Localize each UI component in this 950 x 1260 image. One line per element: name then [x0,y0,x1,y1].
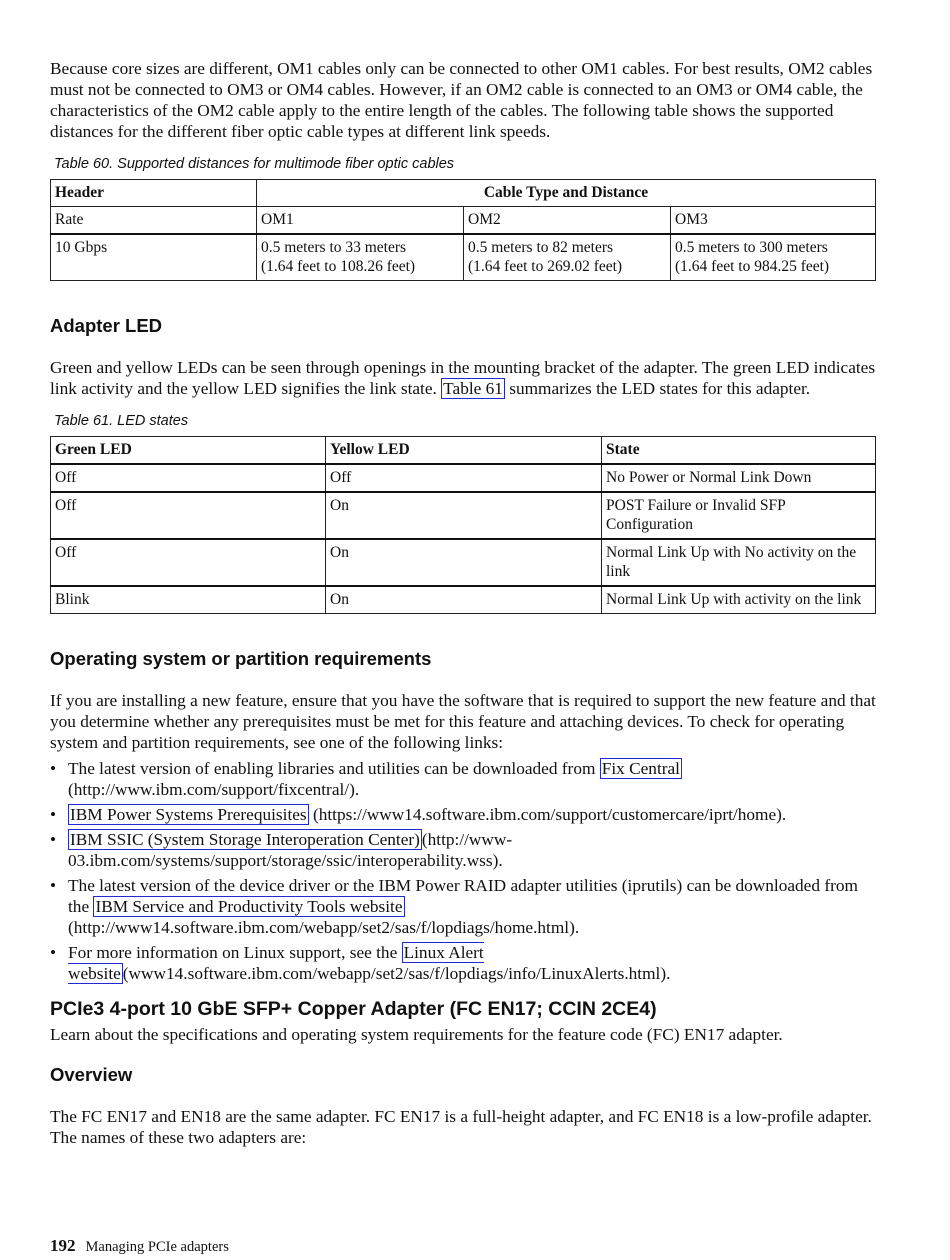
table60-col-rate: Rate [51,207,257,235]
adapter-led-heading: Adapter LED [50,315,163,336]
page-content [50,58,876,1148]
table60-caption: Table 60. Supported distances for multimode fiber optic cables [54,156,455,172]
pcie-adapter-heading: PCIe3 4-port 10 GbE SFP+ Copper Adapter (FC EN17; CCIN 2CE4) [50,998,657,1020]
table60-om3 [671,234,876,281]
table61-cell: On [326,492,602,539]
list-item-text: The latest version of the device driver or the IBM Power RAID adapter utilities (iprutils) can be downloaded from the [68,876,858,916]
table61-caption: Table 61. LED states [54,413,189,429]
table61-cell: On [326,539,602,586]
table60-om2-line2: (1.64 feet to 269.02 feet) [468,258,623,275]
table60-header-cell: Header [51,180,257,207]
table60-om1-line1: 0.5 meters to 33 meters [261,239,407,256]
requirements-link-list [50,758,876,984]
list-item [50,758,876,800]
list-item [50,942,876,984]
table61-cell: POST Failure or Invalid SFP Configuration [602,492,876,539]
os-requirements-paragraph: If you are installing a new feature, ensure that you have the software that is required to support the new feature and that you determine whether any prerequisites must be met for this feature and attaching devices. To check for operating system and partition requirements, see one of the following links: [50,691,876,752]
table61-cell: Off [51,492,326,539]
table61-cell: On [326,586,602,614]
list-item-text: For more information on Linux support, see the [68,943,402,962]
bullet-icon: • [50,943,57,962]
pcie-adapter-paragraph: Learn about the specifications and operating system requirements for the feature code (FC) EN17 adapter. [50,1025,783,1044]
linux-alert-link[interactable]: Linux Alert website [68,943,484,983]
list-item-text: The latest version of enabling libraries and utilities can be downloaded from [68,759,600,778]
table60-distances [50,179,876,281]
table61-col-green: Green LED [51,437,326,465]
table60-om1-line2: (1.64 feet to 108.26 feet) [261,258,416,275]
table60-col-om2: OM2 [464,207,671,235]
table61-cell: Blink [51,586,326,614]
table61-col-state: State [602,437,876,465]
service-tools-link[interactable]: IBM Service and Productivity Tools website [95,897,403,916]
list-item-url: (http://www-03.ibm.com/systems/support/storage/ssic/interoperability.wss). [68,830,513,870]
list-item-url: (www14.software.ibm.com/webapp/set2/sas/f/lopdiags/info/LinuxAlerts.html). [122,964,671,983]
fix-central-link[interactable]: Fix Central [601,759,680,778]
table60-om3-line2: (1.64 feet to 984.25 feet) [675,258,830,275]
table61-cell: No Power or Normal Link Down [602,464,876,492]
table61-cell: Off [326,464,602,492]
overview-heading: Overview [50,1064,133,1085]
os-requirements-heading: Operating system or partition requirements [50,648,432,669]
table61-cell: Off [51,464,326,492]
page-footer [50,1236,229,1256]
list-item-url: (http://www14.software.ibm.com/webapp/set2/sas/f/lopdiags/home.html). [68,918,580,937]
table61-cell: Off [51,539,326,586]
table60-om2-line1: 0.5 meters to 82 meters [468,239,614,256]
overview-paragraph: The FC EN17 and EN18 are the same adapter. FC EN17 is a full-height adapter, and FC EN18 is a low-profile adapter. The names of these two adapters are: [50,1107,872,1147]
table-row [51,492,876,539]
table61-link[interactable]: Table 61 [443,379,503,398]
adapter-led-paragraph [50,357,876,399]
table60-rate: 10 Gbps [51,234,257,281]
list-item [50,875,876,938]
table-row [51,234,876,281]
adapter-led-text-end: summarizes the LED states for this adapter. [509,379,811,398]
intro-paragraph: Because core sizes are different, OM1 cables only can be connected to other OM1 cables. For best results, OM2 cables must not be connected to OM3 or OM4 cables. However, if an OM2 cable is connected to an OM3 or OM4 cable, the characteristics of the OM2 cable apply to the entire length of the cables. The following table shows the supported distances for the different fiber optic cable types at different link speeds. [50,59,873,141]
adapter-led-text: Green and yellow LEDs can be seen through openings in the mounting bracket of the adapter. The green LED indicates link activity and the yellow LED signifies the link state. [50,358,876,398]
table60-col-om1: OM1 [257,207,464,235]
table61-cell: Normal Link Up with No activity on the link [602,539,876,586]
table-row [51,586,876,614]
bullet-icon: • [50,830,57,849]
table-row [51,464,876,492]
power-prereqs-link[interactable]: IBM Power Systems Prerequisites [70,805,307,824]
list-item [50,804,876,825]
table61-led-states [50,436,876,614]
table61-col-yellow: Yellow LED [326,437,602,465]
table60-col-om3: OM3 [671,207,876,235]
table60-om3-line1: 0.5 meters to 300 meters [675,239,828,256]
page-number: 192 [50,1236,76,1255]
table61-cell: Normal Link Up with activity on the link [602,586,876,614]
list-item [50,829,876,871]
bullet-icon: • [50,876,57,895]
table60-om2 [464,234,671,281]
table60-group-header: Cable Type and Distance [257,180,876,207]
footer-title: Managing PCIe adapters [85,1239,229,1255]
bullet-icon: • [50,805,57,824]
table60-om1 [257,234,464,281]
bullet-icon: • [50,759,57,778]
list-item-url: (https://www14.software.ibm.com/support/customercare/iprt/home). [308,805,787,824]
ibm-ssic-link[interactable]: IBM SSIC (System Storage Interoperation Center) [70,830,420,849]
list-item-url: (http://www.ibm.com/support/fixcentral/). [68,780,360,799]
table-row [51,539,876,586]
